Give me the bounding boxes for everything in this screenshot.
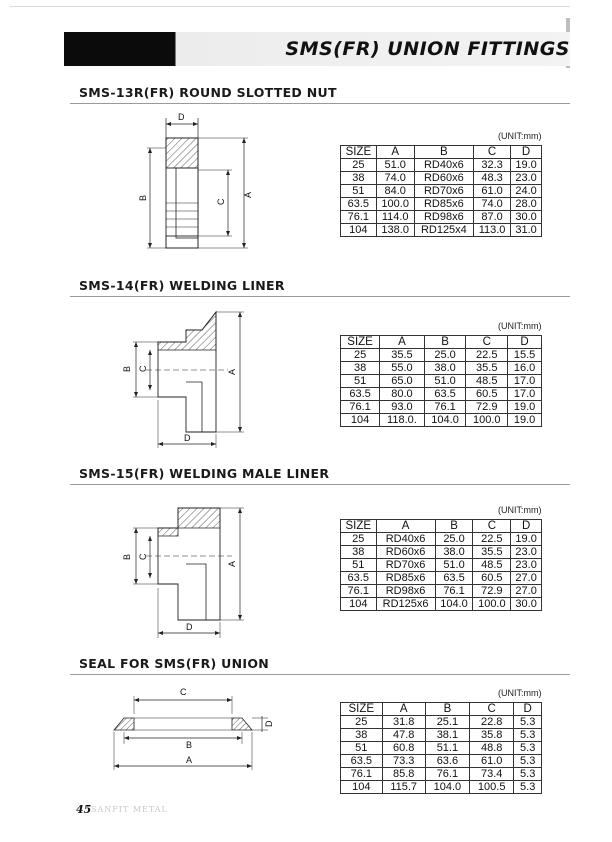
table-cell: 27.0 [511,572,542,585]
table-cell: 85.8 [382,768,425,781]
unit-label: (UNIT:mm) [498,321,542,331]
column-header: A [376,146,414,159]
table-cell: 61.0 [470,755,514,768]
table-row [341,172,542,185]
table-cell: RD70x6 [376,559,435,572]
table-cell: 47.8 [382,729,425,742]
table-row [341,716,542,729]
table-cell: 113.0 [474,224,511,237]
table-cell: 51.1 [425,742,469,755]
column-header: SIZE [341,146,377,159]
table-cell: 25.0 [424,349,466,362]
column-header: C [474,146,511,159]
table-cell: 104.0 [425,781,469,794]
table-cell: 72.9 [466,401,508,414]
table-row [341,755,542,768]
dim-d-label: D [264,720,274,727]
table-cell: 76.1 [341,585,377,598]
page-title: SMS(FR) UNION FITTINGS [285,38,570,60]
table-cell: 5.3 [514,768,542,781]
table-cell: 17.0 [508,388,542,401]
table-cell: 48.5 [466,375,508,388]
table-cell: 25 [341,159,377,172]
table-row [341,598,542,611]
dim-d-label: D [178,112,185,122]
dim-b-label: B [122,365,132,372]
table-cell: 15.5 [508,349,542,362]
table-cell: 63.5 [341,572,377,585]
table-cell: 100.0 [466,414,508,427]
top-rule [10,6,570,7]
table-row [341,533,542,546]
table-row [341,185,542,198]
column-header: D [508,336,542,349]
table-cell: 63.5 [341,388,380,401]
table-cell: 51.0 [376,159,414,172]
table-cell: 104 [341,414,380,427]
section-rule [70,296,570,297]
table-row [341,559,542,572]
table-row [341,768,542,781]
table-row [341,198,542,211]
table-cell: 76.1 [341,768,383,781]
dim-a-label: A [227,560,237,567]
table-cell: 23.0 [511,559,542,572]
table-row [341,224,542,237]
table-row [341,572,542,585]
table-row [341,546,542,559]
section-rule [70,103,570,104]
section-rule [70,484,570,485]
table-cell: 74.0 [474,198,511,211]
table-cell: 87.0 [474,211,511,224]
column-header: SIZE [341,336,380,349]
column-header: C [473,520,511,533]
table-cell: 84.0 [376,185,414,198]
table-cell: RD125x4 [414,224,473,237]
table-cell: 63.6 [425,755,469,768]
table-row [341,729,542,742]
table-cell: 60.5 [466,388,508,401]
footer-brand: SANFIT METAL [91,805,168,814]
table-cell: 38 [341,362,380,375]
table-cell: RD85x6 [376,572,435,585]
table-row [341,401,542,414]
table-cell: 76.1 [435,585,473,598]
dim-c-label: C [180,687,187,697]
table-cell: 51.0 [424,375,466,388]
column-header: A [382,703,425,716]
table-cell: 19.0 [508,414,542,427]
table-cell: 51.0 [435,559,473,572]
table-cell: 5.3 [514,716,542,729]
table-cell: 25 [341,716,383,729]
table-cell: 61.0 [474,185,511,198]
table-row [341,349,542,362]
column-header: C [466,336,508,349]
table-cell: 16.0 [508,362,542,375]
column-header: SIZE [341,520,377,533]
table-cell: 19.0 [511,533,542,546]
table-cell: 35.5 [380,349,425,362]
table-cell: 118.0. [380,414,425,427]
section-title-seal: SEAL FOR SMS(FR) UNION [79,656,270,671]
table-cell: 104 [341,224,377,237]
table-cell: RD40x6 [376,533,435,546]
table-row [341,388,542,401]
dim-d-label: D [186,622,193,632]
table-cell: RD85x6 [414,198,473,211]
table-cell: 63.5 [435,572,473,585]
table-cell: 31.8 [382,716,425,729]
table-row [341,375,542,388]
table-cell: 38 [341,546,377,559]
column-header: B [414,146,473,159]
table-cell: 25.1 [425,716,469,729]
table-cell: 76.1 [424,401,466,414]
table-cell: 114.0 [376,211,414,224]
table-cell: 104 [341,781,383,794]
table-cell: 22.5 [473,533,511,546]
round-slotted-nut-diagram [120,108,260,258]
column-header: D [514,703,542,716]
table-cell: 28.0 [511,198,542,211]
welding-male-liner-diagram [116,490,256,642]
table-cell: 19.0 [511,159,542,172]
spec-table-round-slotted-nut [340,145,542,237]
table-cell: 31.0 [511,224,542,237]
table-cell: 48.5 [473,559,511,572]
spec-table-welding-male-liner [340,519,542,611]
dim-a-label: A [243,191,253,198]
table-cell: 30.0 [511,598,542,611]
table-cell: RD60x6 [414,172,473,185]
header-bar [64,32,570,66]
column-header: A [380,336,425,349]
table-cell: 60.5 [473,572,511,585]
table-cell: RD60x6 [376,546,435,559]
section-rule [70,674,570,675]
table-cell: 5.3 [514,781,542,794]
unit-label: (UNIT:mm) [498,131,542,141]
table-cell: 24.0 [511,185,542,198]
table-cell: 23.0 [511,546,542,559]
table-cell: 73.3 [382,755,425,768]
table-cell: 5.3 [514,755,542,768]
column-header: D [511,146,542,159]
section-title-welding-liner: SMS-14(FR) WELDING LINER [79,278,285,293]
table-row [341,159,542,172]
table-cell: 72.9 [473,585,511,598]
table-cell: 63.5 [341,198,377,211]
table-cell: 48.3 [474,172,511,185]
table-row [341,742,542,755]
table-cell: 48.8 [470,742,514,755]
table-cell: 104.0 [435,598,473,611]
table-row [341,781,542,794]
table-cell: 115.7 [382,781,425,794]
table-cell: 55.0 [380,362,425,375]
table-cell: 38 [341,172,377,185]
table-cell: 74.0 [376,172,414,185]
table-header-row [341,520,542,533]
table-cell: 51 [341,375,380,388]
table-cell: 22.8 [470,716,514,729]
table-cell: 35.5 [473,546,511,559]
column-header: B [435,520,473,533]
table-cell: 25.0 [435,533,473,546]
dim-a-label: A [186,755,193,765]
table-cell: 51 [341,185,377,198]
column-header: B [425,703,469,716]
table-cell: 100.5 [470,781,514,794]
dim-b-label: B [122,553,132,560]
table-cell: 38.1 [425,729,469,742]
table-cell: RD98x6 [376,585,435,598]
table-cell: 63.5 [424,388,466,401]
table-header-row [341,336,542,349]
table-cell: 73.4 [470,768,514,781]
table-cell: RD125x6 [376,598,435,611]
unit-label: (UNIT:mm) [498,688,542,698]
dim-b-label: B [138,194,148,201]
table-row [341,414,542,427]
table-cell: 38.0 [424,362,466,375]
table-cell: 60.8 [382,742,425,755]
table-cell: 51 [341,742,383,755]
table-header-row [341,146,542,159]
table-row [341,585,542,598]
section-title-welding-male-liner: SMS-15(FR) WELDING MALE LINER [79,466,330,481]
table-cell: 5.3 [514,729,542,742]
table-cell: 27.0 [511,585,542,598]
table-cell: 32.3 [474,159,511,172]
column-header: D [511,520,542,533]
table-cell: 35.5 [466,362,508,375]
table-cell: 100.0 [473,598,511,611]
welding-liner-diagram [116,302,256,452]
table-cell: 5.3 [514,742,542,755]
table-cell: 104 [341,598,377,611]
table-cell: 93.0 [380,401,425,414]
table-cell: RD70x6 [414,185,473,198]
table-row [341,362,542,375]
spec-table-seal [340,702,542,794]
table-cell: 30.0 [511,211,542,224]
table-cell: 65.0 [380,375,425,388]
column-header: B [424,336,466,349]
dim-b-label: B [186,740,193,750]
table-cell: 104.0 [424,414,466,427]
table-cell: 38 [341,729,383,742]
table-cell: 100.0 [376,198,414,211]
column-header: C [470,703,514,716]
table-cell: 25 [341,533,377,546]
table-cell: 19.0 [508,401,542,414]
table-cell: 38.0 [435,546,473,559]
table-cell: 63.5 [341,755,383,768]
table-cell: 138.0 [376,224,414,237]
table-cell: 22.5 [466,349,508,362]
table-header-row [341,703,542,716]
table-cell: RD40x6 [414,159,473,172]
dim-c-label: C [138,365,148,372]
table-cell: 76.1 [425,768,469,781]
unit-label: (UNIT:mm) [498,505,542,515]
spec-table-welding-liner [340,335,542,427]
table-cell: RD98x6 [414,211,473,224]
table-cell: 25 [341,349,380,362]
dim-a-label: A [227,368,237,375]
table-row [341,211,542,224]
table-cell: 51 [341,559,377,572]
dim-d-label: D [184,433,191,443]
section-title-round-slotted-nut: SMS-13R(FR) ROUND SLOTTED NUT [79,85,337,100]
table-cell: 23.0 [511,172,542,185]
table-cell: 80.0 [380,388,425,401]
dim-c-label: C [138,553,148,560]
table-cell: 35.8 [470,729,514,742]
page-number: 45 [76,803,92,816]
column-header: A [376,520,435,533]
seal-diagram [100,682,280,772]
dim-c-label: C [216,198,226,205]
table-cell: 76.1 [341,401,380,414]
table-cell: 76.1 [341,211,377,224]
column-header: SIZE [341,703,383,716]
table-cell: 17.0 [508,375,542,388]
